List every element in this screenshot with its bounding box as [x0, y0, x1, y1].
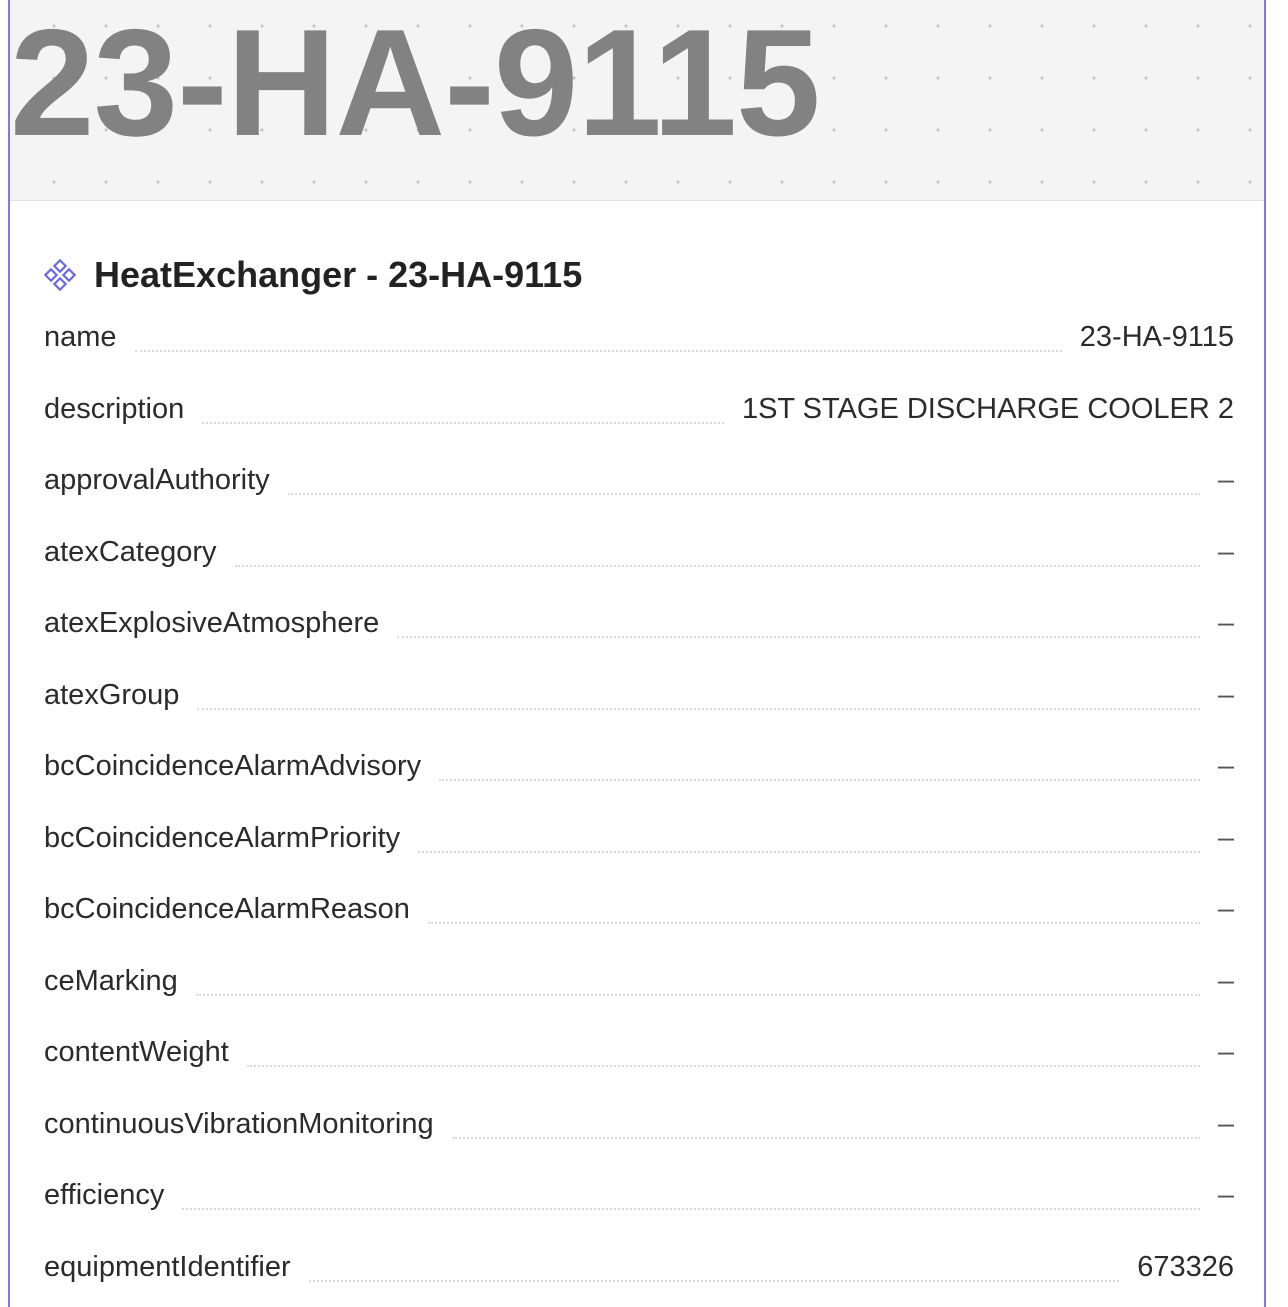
dotted-leader [135, 350, 1062, 352]
property-value: 23-HA-9115 [1079, 321, 1234, 353]
panel-header [44, 240, 1234, 310]
property-key: description [44, 392, 185, 425]
property-row-bcCoincidenceAlarmAdvisory [44, 724, 1234, 796]
properties-panel [44, 240, 1234, 1296]
dotted-leader [196, 994, 1200, 996]
property-row-continuousVibrationMonitoring [44, 1081, 1234, 1153]
property-key: efficiency [44, 1179, 165, 1211]
banner-title: 23-HA-9115 [10, 0, 820, 168]
property-value: – [1217, 607, 1234, 639]
dotted-leader [288, 493, 1200, 495]
property-key: atexCategory [44, 535, 217, 568]
property-row-approvalAuthority [44, 438, 1234, 510]
dotted-leader [235, 565, 1200, 567]
property-value: – [1217, 1179, 1234, 1211]
panel-title: HeatExchanger - 23-HA-9115 [94, 254, 583, 295]
property-key: contentWeight [44, 1036, 229, 1068]
property-value: – [1217, 678, 1234, 711]
property-value: – [1217, 464, 1234, 496]
dotted-leader [439, 779, 1200, 781]
dotted-leader [452, 1137, 1200, 1139]
dotted-leader [397, 636, 1200, 638]
dotted-leader [202, 422, 724, 424]
property-value: – [1217, 1107, 1234, 1140]
property-row-name [44, 310, 1234, 366]
property-key: name [44, 321, 117, 353]
property-value: – [1217, 964, 1234, 997]
dotted-leader [418, 851, 1200, 853]
property-value: 673326 [1137, 1250, 1234, 1283]
asset-banner [10, 0, 1264, 201]
property-row-bcCoincidenceAlarmPriority [44, 795, 1234, 867]
property-value: 1ST STAGE DISCHARGE COOLER 2 [741, 392, 1234, 425]
property-key: equipmentIdentifier [44, 1250, 291, 1283]
property-row-efficiency [44, 1153, 1234, 1225]
property-list [44, 310, 1234, 1296]
property-key: atexGroup [44, 678, 180, 711]
property-row-equipmentIdentifier [44, 1224, 1234, 1296]
property-value: – [1217, 1036, 1234, 1068]
property-value: – [1217, 893, 1234, 925]
property-row-ceMarking [44, 938, 1234, 1010]
property-row-atexGroup [44, 652, 1234, 724]
property-value: – [1217, 535, 1234, 568]
property-key: continuousVibrationMonitoring [44, 1107, 434, 1140]
dotted-leader [428, 922, 1200, 924]
property-row-atexCategory [44, 509, 1234, 581]
dotted-leader [247, 1065, 1200, 1067]
property-row-description [44, 366, 1234, 438]
property-key: bcCoincidenceAlarmReason [44, 893, 410, 925]
property-key: ceMarking [44, 964, 178, 997]
property-key: approvalAuthority [44, 464, 270, 496]
property-value: – [1217, 821, 1234, 854]
property-key: atexExplosiveAtmosphere [44, 607, 380, 639]
diamond-cluster-icon [44, 259, 76, 291]
property-row-bcCoincidenceAlarmReason [44, 867, 1234, 939]
dotted-leader [197, 708, 1199, 710]
property-row-atexExplosiveAtmosphere [44, 581, 1234, 653]
dotted-leader [182, 1208, 1199, 1210]
property-key: bcCoincidenceAlarmPriority [44, 821, 401, 854]
property-key: bcCoincidenceAlarmAdvisory [44, 750, 422, 782]
asset-detail-panel [8, 0, 1266, 1307]
dotted-leader [309, 1280, 1120, 1282]
property-row-contentWeight [44, 1010, 1234, 1082]
property-value: – [1217, 750, 1234, 782]
